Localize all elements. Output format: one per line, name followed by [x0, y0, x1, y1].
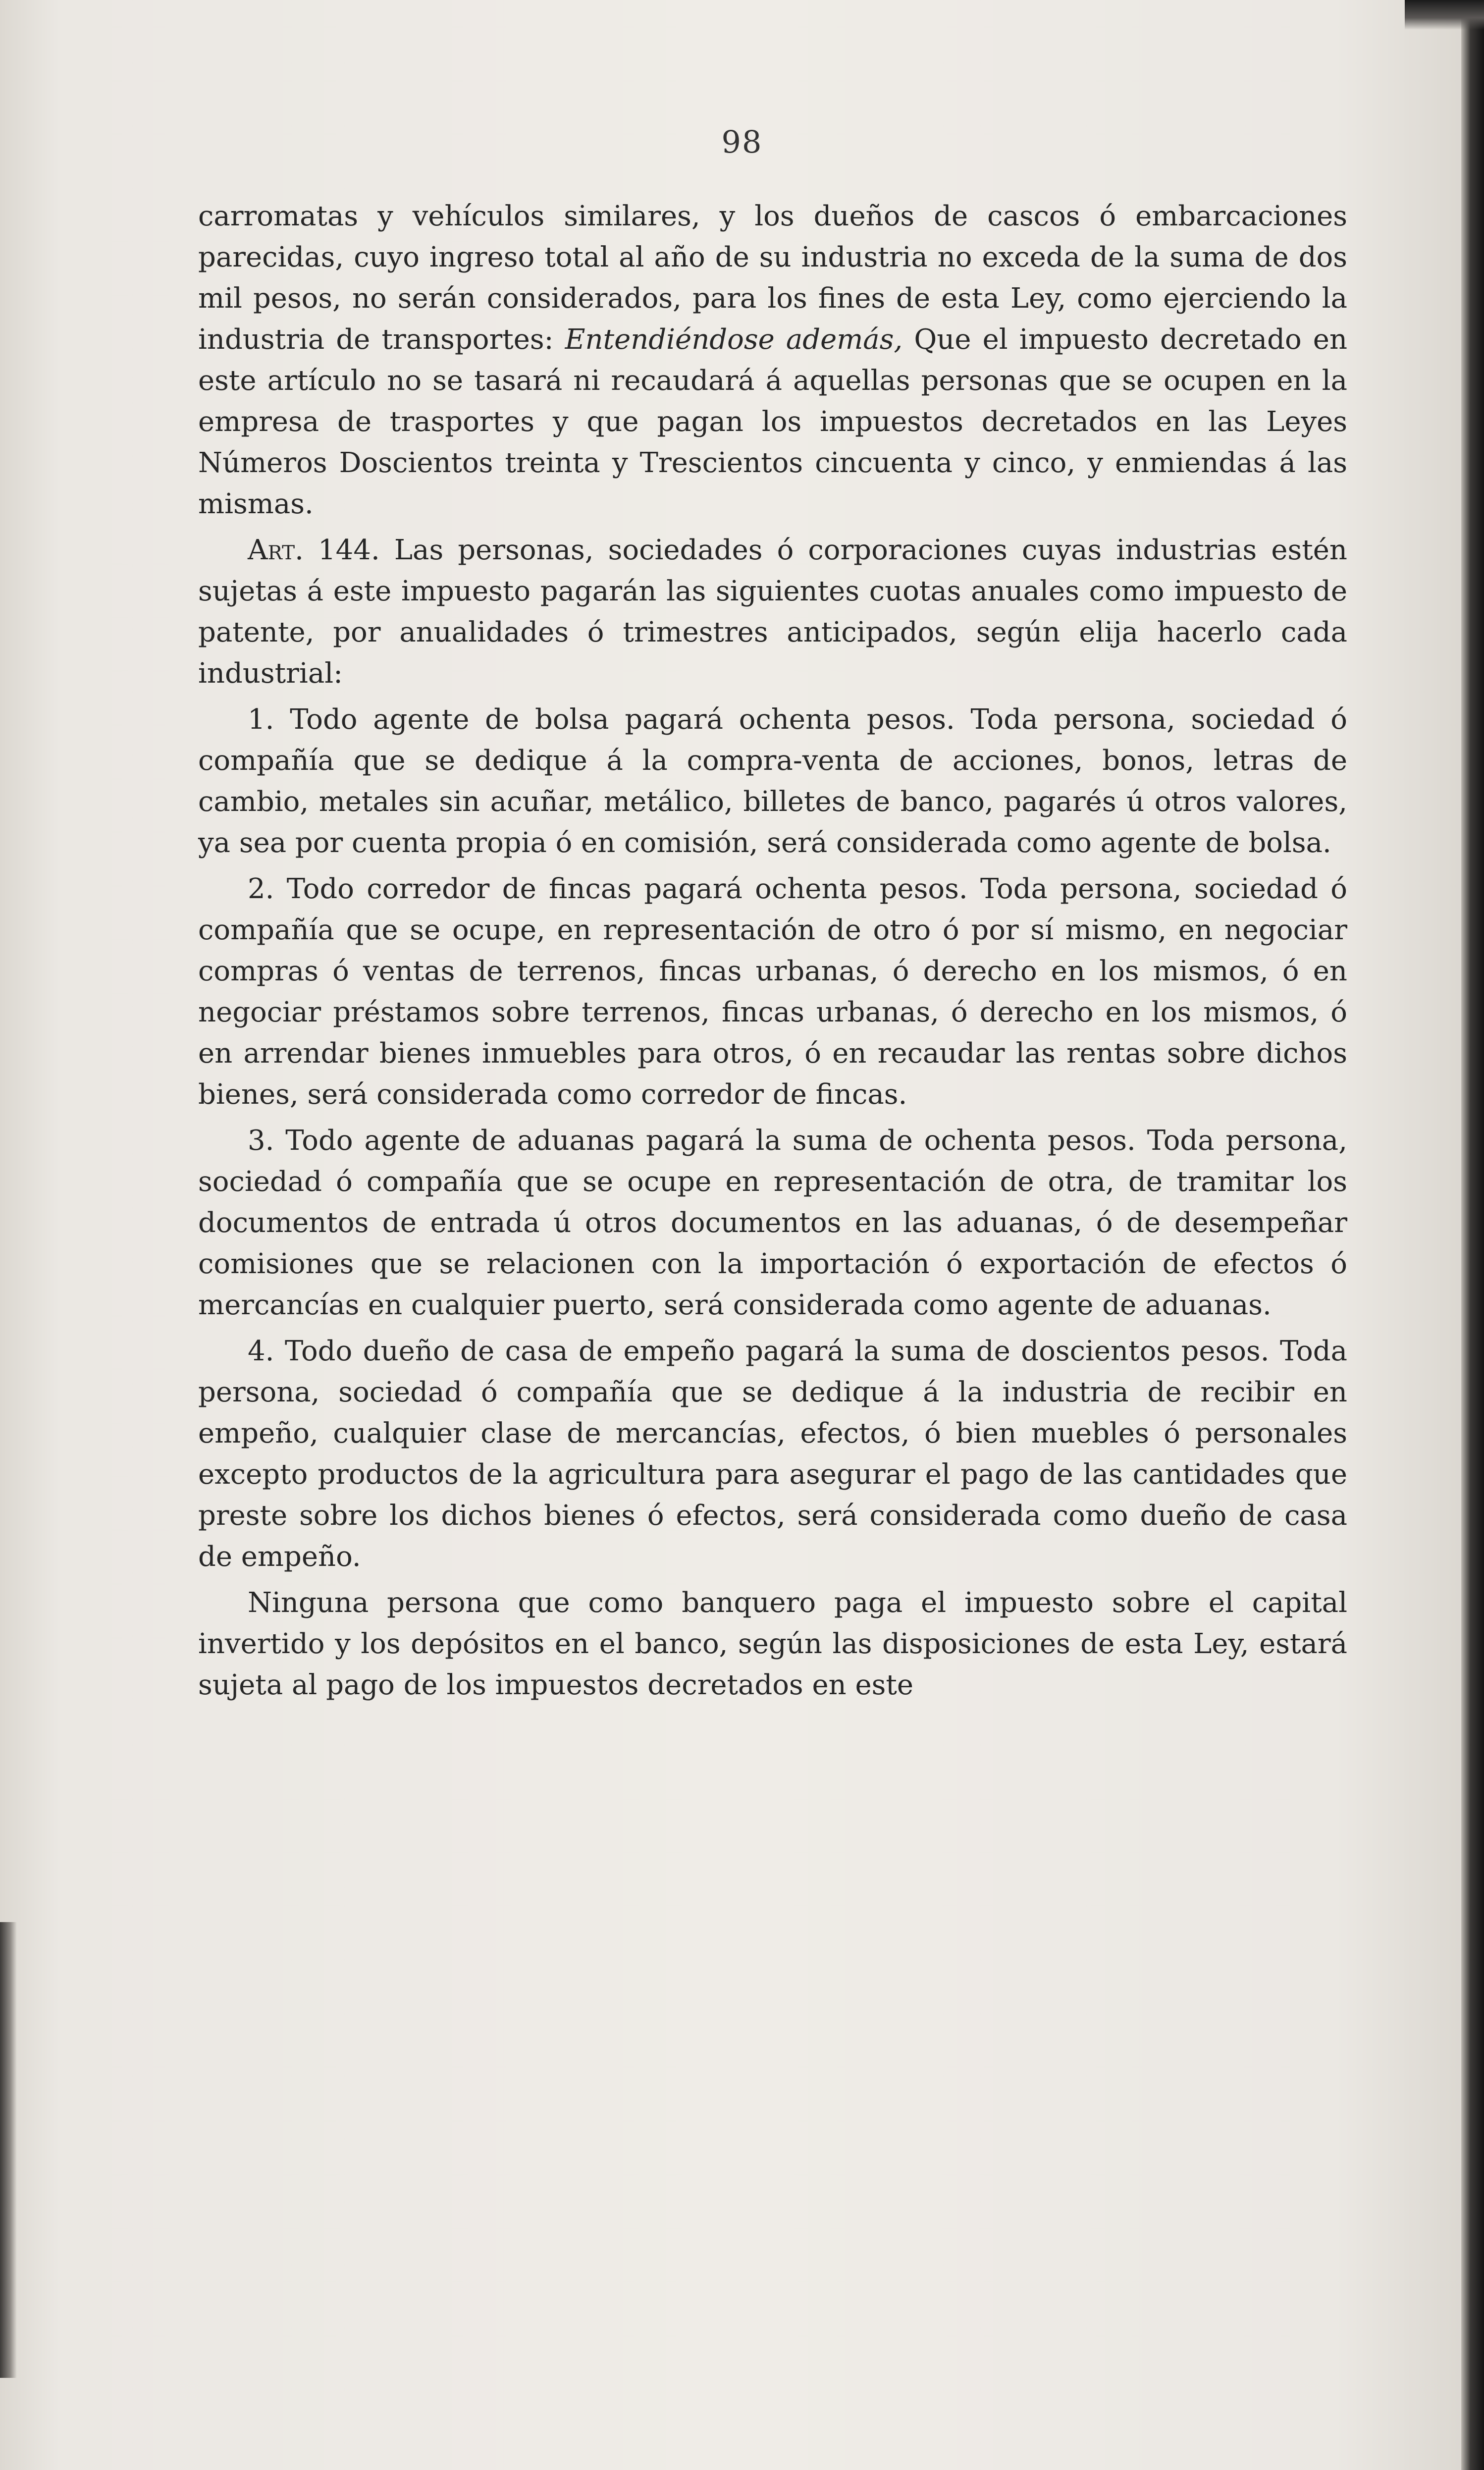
italic-phrase: Entendiéndose además, [565, 323, 903, 356]
paragraph-text: carromatas y vehículos similares, y los dueños de cascos ó embarcaciones parecidas, cuyo ingreso total al año de su industria no exceda de la suma de dos mil pesos, no serán considerados, para los fines de esta Ley, como ejerciendo la industria de transportes: [198, 200, 1347, 356]
article-paragraph [198, 530, 1347, 694]
paragraph-continuation [198, 196, 1347, 525]
closing-paragraph: Ninguna persona que como banquero paga el impuesto sobre el capital invertido y los depósitos en el banco, según las disposiciones de esta Ley, estará sujeta al pago de los impuestos decretados en este [198, 1587, 1347, 1701]
list-paragraph-4: 4. Todo dueño de casa de empeño pagará la suma de doscientos pesos. Toda persona, sociedad ó compañía que se dedique á la industria de recibir en empeño, cualquier clase de mercancías, efectos, ó bien muebles ó personales excepto productos de la agricultura para asegurar el pago de las cantidades que preste sobre los dichos bienes ó efectos, será considerada como dueño de casa de empeño. [198, 1335, 1347, 1573]
list-paragraph-1: 1. Todo agente de bolsa pagará ochenta pesos. Toda persona, sociedad ó compañía que se dedique á la compra-venta de acciones, bonos, letras de cambio, metales sin acuñar, metálico, billetes de banco, pagarés ú otros valores, ya sea por cuenta propia ó en comisión, será considerada como agente de bolsa. [198, 703, 1347, 859]
article-number: Art. 144. [248, 534, 380, 566]
page-corner-shadow [1405, 0, 1484, 30]
page-edge-shadow [1461, 0, 1484, 2470]
page-number: 98 [721, 124, 763, 160]
body-text [198, 196, 1347, 1706]
list-paragraph-2: 2. Todo corredor de fincas pagará ochenta pesos. Toda persona, sociedad ó compañía que se ocupe, en representación de otro ó por sí mismo, en negociar compras ó ventas de terrenos, fincas urbanas, ó derecho en los mismos, ó en negociar préstamos sobre terrenos, fincas urbanas, ó derecho en los mismos, ó en arrendar bienes inmuebles para otros, ó en recaudar las rentas sobre dichos bienes, será considerada como corredor de fincas. [198, 873, 1347, 1111]
list-paragraph-3: 3. Todo agente de aduanas pagará la suma de ochenta pesos. Toda persona, sociedad ó compañía que se ocupe en representación de otra, de tramitar los documentos de entrada ú otros documentos en las aduanas, ó de desempeñar comisiones que se relacionen con la importación ó exportación de efectos ó mercancías en cualquier puerto, será considerada como agente de aduanas. [198, 1125, 1347, 1321]
paragraph-text: Que el impuesto decretado en este artículo no se tasará ni recaudará á aquellas personas que se ocupen en la empresa de trasportes y que pagan los impuestos decretados en las Leyes Números Doscientos treinta y Trescientos cincuenta y cinco, y enmiendas á las mismas. [198, 323, 1348, 520]
page-left-edge-shadow [0, 1922, 17, 2378]
paragraph-text: Las personas, sociedades ó corporaciones cuyas industrias estén sujetas á este impuesto pagarán las siguientes cuotas anuales como impuesto de patente, por anualidades ó trimestres anticipados, según elija hacerlo cada industrial: [198, 534, 1348, 690]
